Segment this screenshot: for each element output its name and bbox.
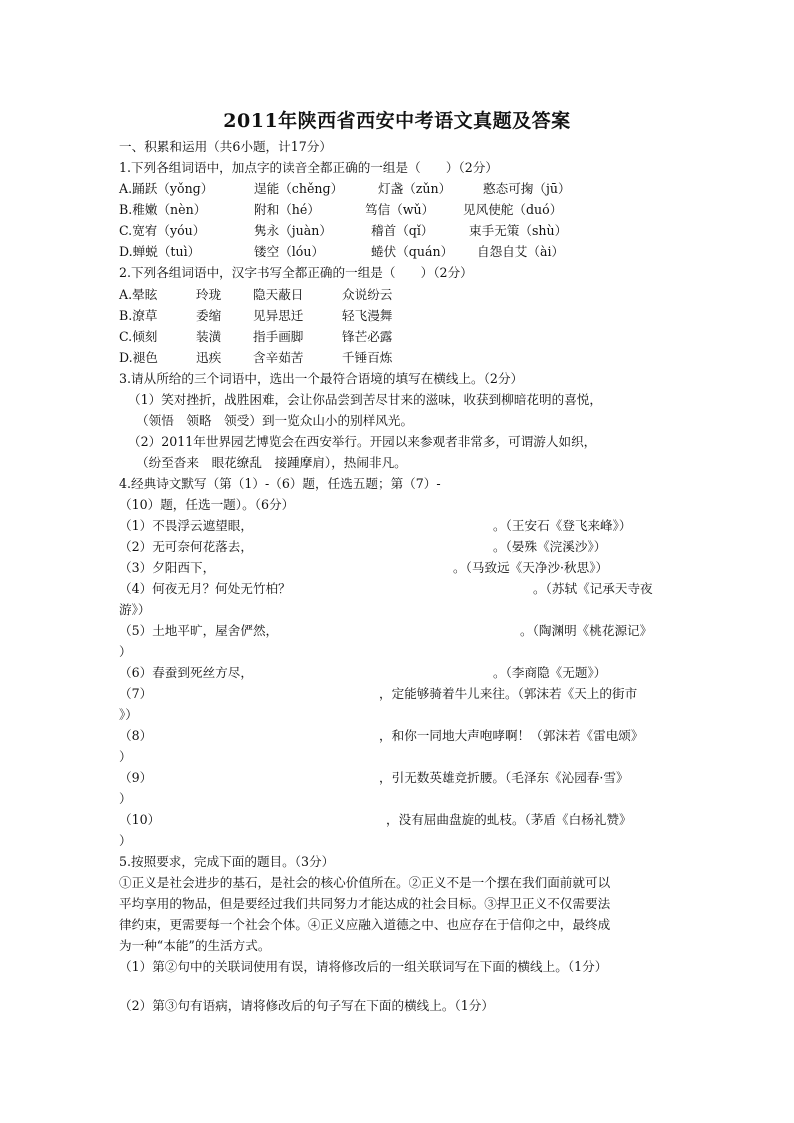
- option-text: 自怨自艾（ài）: [477, 244, 565, 259]
- option-text: 隐天蔽日: [253, 287, 304, 302]
- option-text: 束手无策（shù）: [469, 223, 568, 238]
- option-text: 笃信（wǔ）: [365, 202, 435, 217]
- option-text: 委缩: [196, 308, 222, 323]
- option-text: C.倾刻: [119, 329, 158, 344]
- option-text: A.踊跃（yǒnɡ）: [119, 181, 214, 196]
- option-text: 稽首（qǐ）: [371, 223, 434, 238]
- option-text: B.潦草: [119, 308, 158, 323]
- recitation-item: （9）: [119, 770, 153, 785]
- recitation-wrap: 》）: [119, 707, 138, 722]
- option-text: 锋芒必露: [342, 329, 393, 344]
- option-text: A.晕眩: [119, 287, 158, 302]
- option-text: 灯盏（zǔn）: [378, 181, 452, 196]
- option-text: 见异思迁: [253, 308, 304, 323]
- passage-line: 律约束，更需要每一个社会个体。④正义应融入道德之中、也应存在于信仰之中，最终成: [119, 917, 611, 932]
- recitation-item: （3）夕阳西下，: [119, 560, 216, 575]
- recitation-item: （8）: [119, 728, 153, 743]
- recitation-item: （10）: [119, 812, 161, 827]
- passage-line: ①正义是社会进步的基石，是社会的核心价值所在。②正义不是一个摆在我们面前就可以: [119, 875, 611, 890]
- recitation-source: ，没有屈曲盘旋的虬枝。（茅盾《白杨礼赞》: [386, 812, 632, 827]
- option-text: 众说纷云: [342, 287, 393, 302]
- recitation-source: 。（晏殊《浣溪沙》）: [493, 539, 607, 554]
- recitation-source: 。（陶渊明《桃花源记》: [520, 623, 653, 638]
- option-text: 迅疾: [196, 350, 222, 365]
- recitation-item: （4）何夜无月？何处无竹柏？: [119, 581, 291, 596]
- option-text: 隽永（juàn）: [254, 223, 333, 238]
- option-text: 轻飞漫舞: [342, 308, 393, 323]
- option-text: 见风使舵（duó）: [463, 202, 563, 217]
- question-4-stem-cont: （10）题，任选一题）。（6分）: [119, 497, 295, 512]
- recitation-source: ，定能够骑着牛儿来往。（郭沫若《天上的街市: [379, 686, 638, 701]
- recitation-item: （6）春蚕到死丝方尽，: [119, 665, 253, 680]
- page-title: 2011年陕西省西安中考语文真题及答案: [223, 110, 571, 132]
- question-3-part-1: （1）笑对挫折，战胜困难，会让你品尝到苦尽甘来的滋味，收获到柳暗花明的喜悦，: [128, 392, 602, 407]
- recitation-wrap: 游》）: [119, 602, 151, 617]
- recitation-source: 。（李商隐《无题》）: [493, 665, 607, 680]
- recitation-wrap: ）: [119, 749, 132, 764]
- question-5-stem: 5.按照要求，完成下面的题目。（3分）: [119, 854, 335, 869]
- recitation-item: （1）不畏浮云遮望眼，: [119, 518, 253, 533]
- question-4-stem: 4.经典诗文默写（第（1）-（6）题，任选五题；第（7）-: [119, 476, 441, 491]
- option-text: 玲珑: [196, 287, 222, 302]
- recitation-item: （7）: [119, 686, 153, 701]
- option-text: 含辛茹苦: [253, 350, 304, 365]
- recitation-source: 。（马致远《天净沙·秋思》）: [453, 560, 609, 575]
- question-2-stem: 2.下列各组词语中，汉字书写全都正确的一组是（ ）（2分）: [119, 265, 473, 280]
- question-3-stem: 3.请从所给的三个词语中，选出一个最符合语境的填写在横线上。（2分）: [119, 371, 524, 386]
- recitation-item: （2）无可奈何花落去，: [119, 539, 253, 554]
- passage-line: 为一种“本能”的生活方式。: [119, 938, 271, 953]
- recitation-source: ，引无数英雄竞折腰。（毛泽东《沁园春·雪》: [379, 770, 629, 785]
- passage-line: 平均享用的物品，但是要经过我们共同努力才能达成的社会目标。③捍卫正义不仅需要法: [119, 896, 611, 911]
- option-text: 蜷伏（quán）: [371, 244, 454, 259]
- option-text: B.稚嫩（nèn）: [119, 202, 207, 217]
- section-heading: 一、积累和运用（共6小题，计17分）: [119, 139, 332, 154]
- question-1-stem: 1.下列各组词语中，加点字的读音全都正确的一组是（ ）（2分）: [119, 160, 498, 175]
- option-text: C.宽宥（yóu）: [119, 223, 206, 238]
- question-5-sub-1: （1）第②句中的关联词使用有误，请将修改后的一组关联词写在下面的横线上。（1分）: [119, 959, 608, 974]
- option-text: D.褪色: [119, 350, 158, 365]
- recitation-wrap: ）: [119, 644, 132, 659]
- question-3-part-2-choices: （纷至沓来 眼花缭乱 接踵摩肩），热闹非凡。: [136, 455, 407, 470]
- recitation-source: 。（苏轼《记承天寺夜: [533, 581, 653, 596]
- question-3-part-2: （2）2011年世界园艺博览会在西安举行。开园以来参观者非常多，可谓游人如织，: [128, 434, 597, 449]
- option-text: 附和（hé）: [254, 202, 320, 217]
- option-text: 逞能（chěnɡ）: [254, 181, 344, 196]
- recitation-wrap: ）: [119, 791, 132, 806]
- option-text: D.蝉蜕（tuì）: [119, 244, 201, 259]
- recitation-source: ，和你一同地大声咆哮啊！（郭沫若《雷电颂》: [379, 728, 644, 743]
- recitation-source: 。（王安石《登飞来峰》）: [493, 518, 632, 533]
- option-text: 镂空（lóu）: [254, 244, 325, 259]
- question-5-sub-2: （2）第③句有语病，请将修改后的句子写在下面的横线上。（1分）: [119, 998, 494, 1013]
- option-text: 憨态可掬（jū）: [483, 181, 571, 196]
- recitation-wrap: ）: [119, 833, 132, 848]
- option-text: 指手画脚: [253, 329, 304, 344]
- option-text: 装潢: [196, 329, 222, 344]
- recitation-item: （5）土地平旷，屋舍俨然，: [119, 623, 279, 638]
- question-3-part-1-choices: （领悟 领略 领受）到一览众山小的别样风光。: [136, 413, 414, 428]
- option-text: 千锤百炼: [342, 350, 393, 365]
